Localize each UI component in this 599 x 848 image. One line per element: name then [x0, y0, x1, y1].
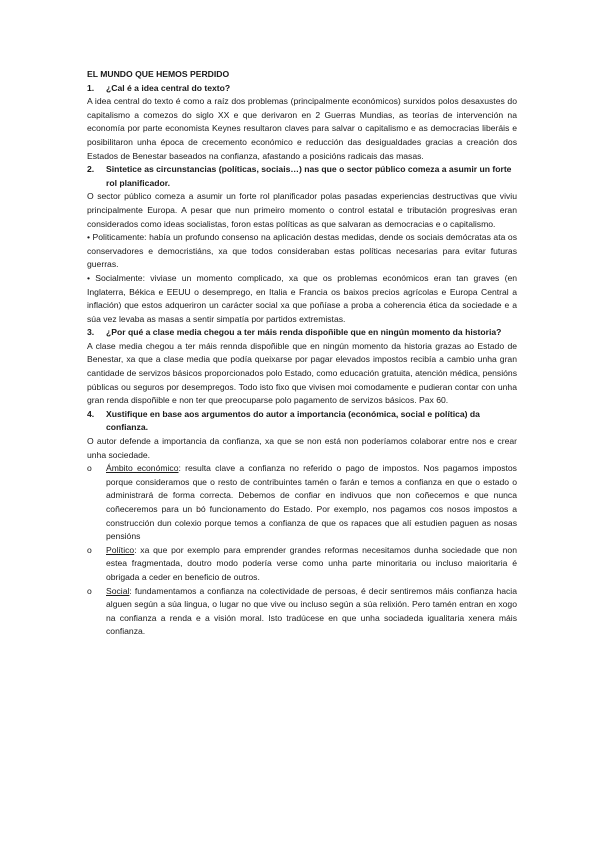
question-3-number: 3.	[87, 327, 95, 338]
list-item-economic	[87, 462, 517, 544]
question-2-number: 2.	[87, 164, 95, 175]
answer-2-political: • Politicamente: había un profundo consenso na aplicación destas medidas, dende os sociais demócratas ata os conservadores e democristiáns, xa que todos consideraban estas políticas necesarias para evitar futuras guerras.	[87, 232, 517, 270]
question-4-text: Xustifique en base aos argumentos do autor a importancia (económica, social e política) da confianza.	[106, 408, 480, 433]
answer-3: A clase media chegou a ter máis rennda dispoñible que en ningún momento da historia grazas ao Estado de Benestar, xa que a clase media que podía queixarse por pagar elevados impostos recibía a cambio unha gran cantidade de servizos básicos proporcionados polo Estado, como educación gratuita, atención médica, pensións públicas ou seguros por desempregos. Todo isto fixo que vivisen moi comodamente e pudieran contar con unha gran renda dispoñible e non ter que preocuparse polo pagamento de servizos básicos. Pax 60.	[87, 340, 517, 406]
question-1-number: 1.	[87, 82, 95, 93]
question-2-text: Sintetice as circunstancias (políticas, sociais…) nas que o sector público comeza a asumir un forte rol planificador.	[106, 164, 512, 188]
list-marker: o	[87, 463, 92, 474]
list-item-label: Ámbito económico	[106, 463, 179, 474]
document-title: EL MUNDO QUE HEMOS PERDIDO	[87, 69, 230, 79]
answer-2-social: • Socialmente: viviase un momento complicado, xa que os problemas económicos eran tan graves (en Inglaterra, Békica e EEUU o desemprego, en Italia e Francia os baixos precios agrícolas e Europa Central a inflación) que estos adqueriron un carácter social xa que poñíase a proba a coherencia ética da sociedade e a súa vez levaba as masas a sentir simpatía por partidos extremistas.	[87, 272, 517, 324]
question-4	[87, 408, 517, 435]
list-item-political	[87, 544, 517, 585]
question-4-number: 4.	[87, 408, 95, 419]
question-1-text: ¿Cal é a idea central do texto?	[106, 82, 231, 93]
answer-1: A idea central do texto é como a raíz dos problemas (principalmente económicos) surxidos polos desaxustes do capitalismo a comezos do siglo XX e que derivaron en 2 Guerras Mundias, as teorías de intervención na economía por parte economista Keynes resultaron claves para salvar o capitalismo e as democracias liberáis e posibilitaron unha época de crecemento económico e reducción das desigualdades gracias a creación dos Estados de Benestar baseados na confianza, afastando a posicións radicais das masas.	[87, 96, 517, 161]
list-item-social	[87, 585, 517, 639]
list-marker: o	[87, 585, 92, 596]
question-3	[87, 326, 517, 340]
list-item-label: Político	[106, 544, 135, 555]
list-item-body: : fundamentamos a confianza na colectividade de persoas, é decir sentiremos máis confianza hacia alguen según a súa lingua, o lugar no que vive ou incluso según a súa relixión. Pero tamén entran en xogo na confianza a renda e a visión moral. Isto tradúcese en que unha sociadeda igualitaria xenera máis confianza.	[106, 585, 517, 637]
list-item-text	[106, 462, 517, 544]
answer-4: O autor defende a importancia da confianza, xa que se non está non poderíamos colaborar entre nos e crear unha sociedade.	[87, 436, 517, 460]
question-2	[87, 163, 517, 190]
list-item-body: : resulta clave a confianza no referido o pago de impostos. Nos pagamos impostos porque consideramos que o resto de contribuintes tamén o farán e temos a confianza en que o estado o administrará de forma correcta. Debemos de confiar en indivuos que non coñecemos e que nunca coñeceremos para un bó funcionamento do Estado. Por exemplo, nos pagamos cos nosos impostos a construcción dun colexio porque temos a confianza de que os rapaces que alí estudien paguen as nosas pensións	[106, 463, 517, 542]
question-3-text: ¿Por qué a clase media chegou a ter máis renda dispoñible que en ningún momento da historia?	[106, 327, 502, 338]
list-item-text	[106, 544, 517, 585]
list-item-text	[106, 585, 517, 639]
list-marker: o	[87, 544, 92, 555]
list-item-label: Social	[106, 585, 130, 596]
question-1	[87, 82, 517, 96]
answer-2: O sector público comeza a asumir un forte rol planificador polas pasadas experiencias destructivas que viviu principalmente Europa. A pesar que nun primeiro momento o control estatal e tributación progresivas eran considerados como ideas socialistas, foron estas políticas as que salvaran as democracias e o capitalismo.	[87, 191, 517, 229]
document-body	[87, 68, 517, 639]
list-item-body: : xa que por exemplo para emprender grandes reformas necesitamos dunha sociedade que non estea fragmentada, doutro modo podería verse como unha parte minoritaria ou incluso maioritaria é obrigada a ceder en beneficio de outros.	[106, 544, 517, 582]
